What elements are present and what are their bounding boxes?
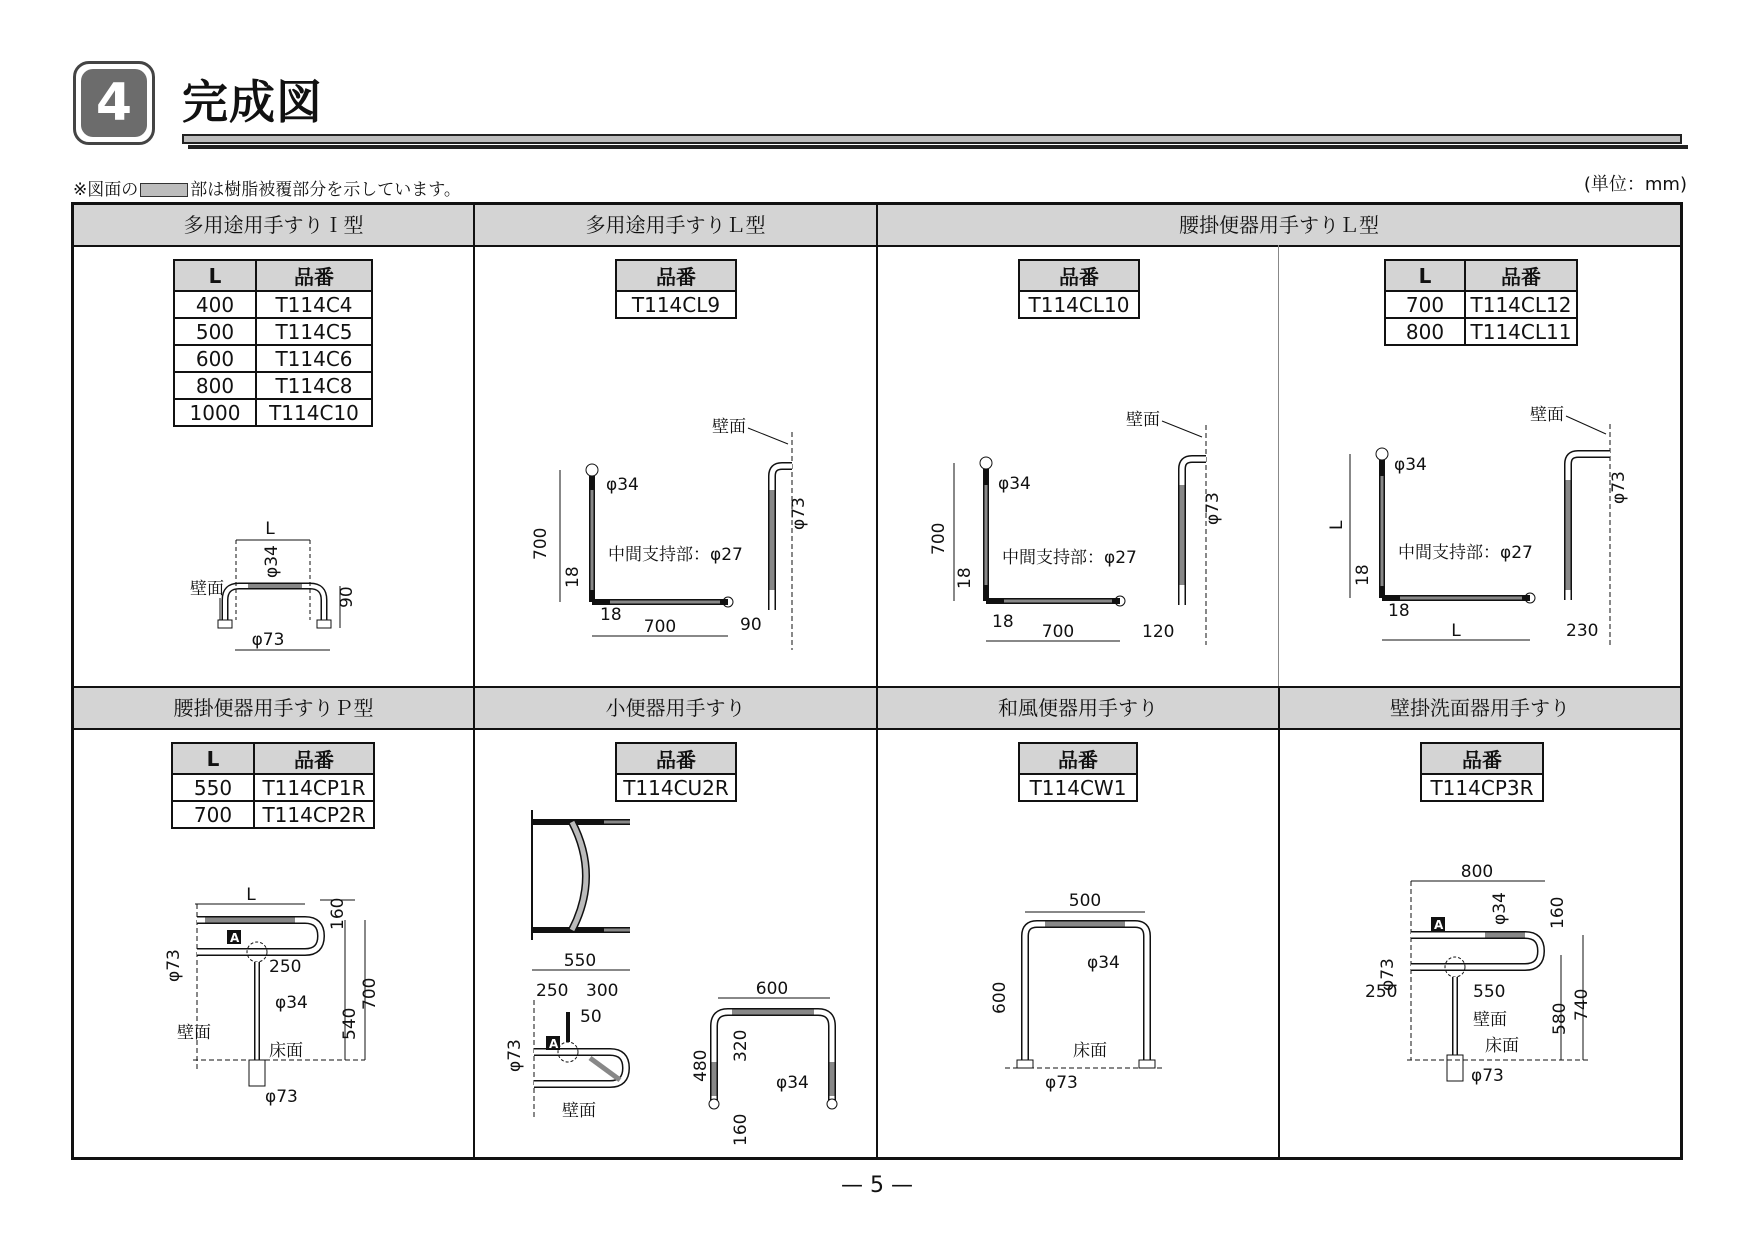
- length-cell: 800: [1385, 318, 1465, 345]
- page-number: — 5 —: [841, 1173, 913, 1198]
- label-A: A: [1434, 918, 1444, 932]
- part-number-cell: T114CL11: [1465, 318, 1577, 345]
- length-cell: 700: [172, 801, 254, 828]
- dim-L: L: [265, 519, 275, 539]
- part-number-cell: T114CP1R: [254, 774, 374, 801]
- cell-title-urinal: 小便器用手すり: [475, 686, 876, 730]
- coating-note-after: 部は樹脂被覆部分を示しています。: [190, 180, 461, 200]
- drawing-toilet-l-long: [1327, 400, 1675, 650]
- dim-phi34: φ34: [262, 545, 282, 578]
- dim-90: 90: [337, 586, 357, 608]
- part-table-i-type: [173, 259, 373, 427]
- unit-label: (単位：mm): [1583, 174, 1687, 195]
- length-cell: 800: [174, 372, 256, 399]
- dim-160: 160: [731, 1113, 751, 1146]
- col-header: 品番: [256, 260, 372, 291]
- coating-swatch: [140, 183, 188, 197]
- dim-50: 50: [580, 1007, 602, 1027]
- dim-230: 230: [1566, 621, 1599, 641]
- label-wall: 壁面: [712, 417, 746, 437]
- dim-hL: L: [1327, 520, 1347, 530]
- label-floor: 床面: [1073, 1041, 1107, 1061]
- part-table-l-type: [615, 259, 737, 319]
- dim-700: 700: [360, 977, 380, 1010]
- drawing-toilet-l: [930, 405, 1230, 650]
- dim-500: 500: [1068, 891, 1102, 911]
- drawing-p-type: [165, 870, 470, 1105]
- part-table-urinal: [615, 742, 737, 802]
- length-cell: 600: [174, 345, 256, 372]
- part-number-cell: T114C5: [256, 318, 372, 345]
- dim-phi34: φ34: [776, 1073, 809, 1093]
- divider: [473, 205, 475, 1157]
- dim-w700: 700: [643, 617, 677, 637]
- coating-note-before: ※図面の: [73, 180, 139, 200]
- cell-title-toilet-l-type: 腰掛便器用手すりＬ型: [878, 205, 1680, 247]
- dim-320: 320: [731, 1029, 751, 1062]
- col-header: L: [174, 260, 256, 291]
- dim-18a: 18: [955, 567, 975, 589]
- dim-250: 250: [269, 957, 302, 977]
- label-A: A: [230, 931, 240, 945]
- dim-phi34: φ34: [1394, 455, 1427, 475]
- length-cell: 1000: [174, 399, 256, 426]
- label-middle-support: 中間支持部：φ27: [608, 545, 743, 565]
- dim-300: 300: [586, 981, 619, 1001]
- dim-phi34: φ34: [1490, 892, 1510, 925]
- divider: [876, 205, 878, 1157]
- dim-160: 160: [328, 897, 348, 930]
- part-number-cell: T114CU2R: [616, 774, 736, 801]
- dim-phi34: φ34: [1087, 953, 1120, 973]
- dim-90: 90: [740, 615, 762, 635]
- section-number: 4: [81, 69, 147, 137]
- dim-phi73: φ73: [505, 1039, 525, 1072]
- dim-phi73-a: φ73: [164, 949, 184, 982]
- col-header: L: [1385, 260, 1465, 291]
- page-title: 完成図: [182, 75, 323, 129]
- dim-540: 540: [340, 1007, 360, 1040]
- part-number-cell: T114C4: [256, 291, 372, 318]
- part-number-cell: T114C8: [256, 372, 372, 399]
- part-number-cell: T114CL12: [1465, 291, 1577, 318]
- dim-740: 740: [1572, 988, 1592, 1021]
- cell-title-l-type: 多用途用手すりＬ型: [475, 205, 876, 247]
- dim-600: 600: [755, 979, 789, 999]
- dim-phi73-a: φ73: [1378, 958, 1398, 991]
- col-header: 品番: [1019, 743, 1137, 774]
- part-number-cell: T114C10: [256, 399, 372, 426]
- label-wall: 壁面: [1530, 405, 1564, 425]
- label-wall: 壁面: [190, 579, 224, 599]
- dim-phi34: φ34: [606, 475, 639, 495]
- dim-w700: 700: [1041, 622, 1075, 642]
- dim-18b: 18: [600, 605, 622, 625]
- dim-phi73-b: φ73: [1471, 1066, 1504, 1086]
- label-middle-support: 中間支持部：φ27: [1002, 548, 1137, 568]
- part-table-toilet-l-long: [1384, 259, 1578, 346]
- cell-title-washbasin: 壁掛洗面器用手すり: [1280, 686, 1680, 730]
- part-number-cell: T114CL10: [1019, 291, 1139, 318]
- length-cell: 700: [1385, 291, 1465, 318]
- length-cell: 400: [174, 291, 256, 318]
- part-number-cell: T114CP2R: [254, 801, 374, 828]
- col-header: 品番: [616, 260, 736, 291]
- part-table-p-type: [171, 742, 375, 829]
- dim-250: 250: [1365, 982, 1398, 1002]
- dim-18a: 18: [563, 566, 583, 588]
- label-floor: 床面: [269, 1041, 303, 1061]
- part-number-cell: T114CL9: [616, 291, 736, 318]
- dim-18b: 18: [1388, 601, 1410, 621]
- col-header: 品番: [616, 743, 736, 774]
- dim-160: 160: [1548, 896, 1568, 929]
- col-header: 品番: [1019, 260, 1139, 291]
- label-middle-support: 中間支持部：φ27: [1398, 543, 1533, 563]
- divider: [1278, 686, 1280, 1157]
- dim-phi73: φ73: [1609, 471, 1629, 504]
- part-number-cell: T114C6: [256, 345, 372, 372]
- dim-800: 800: [1460, 862, 1494, 882]
- dim-h700: 700: [929, 522, 949, 555]
- cell-title-i-type: 多用途用手すりＩ型: [74, 205, 473, 247]
- title-rule-shadow: [188, 145, 1688, 149]
- dim-550: 550: [563, 951, 597, 971]
- dim-18b: 18: [992, 612, 1014, 632]
- dim-480: 480: [691, 1049, 711, 1082]
- section-number-badge: [73, 61, 155, 145]
- length-cell: 550: [172, 774, 254, 801]
- label-wall: 壁面: [1473, 1010, 1507, 1030]
- part-table-washbasin: [1420, 742, 1544, 802]
- title-rule: [182, 134, 1682, 144]
- label-A: A: [549, 1037, 559, 1051]
- length-cell: 500: [174, 318, 256, 345]
- label-wall: 壁面: [177, 1023, 211, 1043]
- col-header: 品番: [254, 743, 374, 774]
- label-wall: 壁面: [1126, 410, 1160, 430]
- dim-phi73-b: φ73: [265, 1087, 298, 1107]
- dim-L: L: [246, 885, 256, 905]
- dim-600: 600: [990, 981, 1010, 1014]
- dim-580: 580: [1550, 1002, 1570, 1035]
- drawing-l-type: [530, 410, 830, 650]
- col-header: 品番: [1421, 743, 1543, 774]
- dim-phi73: φ73: [251, 630, 285, 650]
- part-table-japanese-toilet: [1018, 742, 1138, 802]
- dim-250: 250: [536, 981, 569, 1001]
- label-floor: 床面: [1485, 1036, 1519, 1056]
- part-number-cell: T114CW1: [1019, 774, 1137, 801]
- part-table-toilet-l: [1018, 259, 1140, 319]
- cell-title-japanese-toilet: 和風便器用手すり: [878, 686, 1278, 730]
- coating-note: [73, 175, 461, 200]
- dim-phi34: φ34: [998, 474, 1031, 494]
- dim-18a: 18: [1353, 564, 1373, 586]
- part-number-cell: T114CP3R: [1421, 774, 1543, 801]
- dim-phi34: φ34: [275, 993, 308, 1013]
- dim-120: 120: [1142, 622, 1175, 642]
- drawing-i-type: [180, 510, 380, 660]
- cell-title-p-type: 腰掛便器用手すりＰ型: [74, 686, 473, 730]
- col-header: L: [172, 743, 254, 774]
- dim-phi73: φ73: [1203, 492, 1223, 525]
- drawing-urinal: [500, 800, 870, 1150]
- dim-phi73: φ73: [789, 497, 809, 530]
- col-header: 品番: [1465, 260, 1577, 291]
- drawing-washbasin: [1355, 855, 1670, 1100]
- dim-550: 550: [1473, 982, 1506, 1002]
- label-wall: 壁面: [562, 1101, 596, 1121]
- dim-h700: 700: [531, 527, 551, 560]
- dim-phi73: φ73: [1045, 1073, 1078, 1093]
- divider: [1278, 245, 1279, 686]
- dim-wL: L: [1451, 621, 1461, 641]
- drawing-japanese-toilet: [985, 880, 1185, 1100]
